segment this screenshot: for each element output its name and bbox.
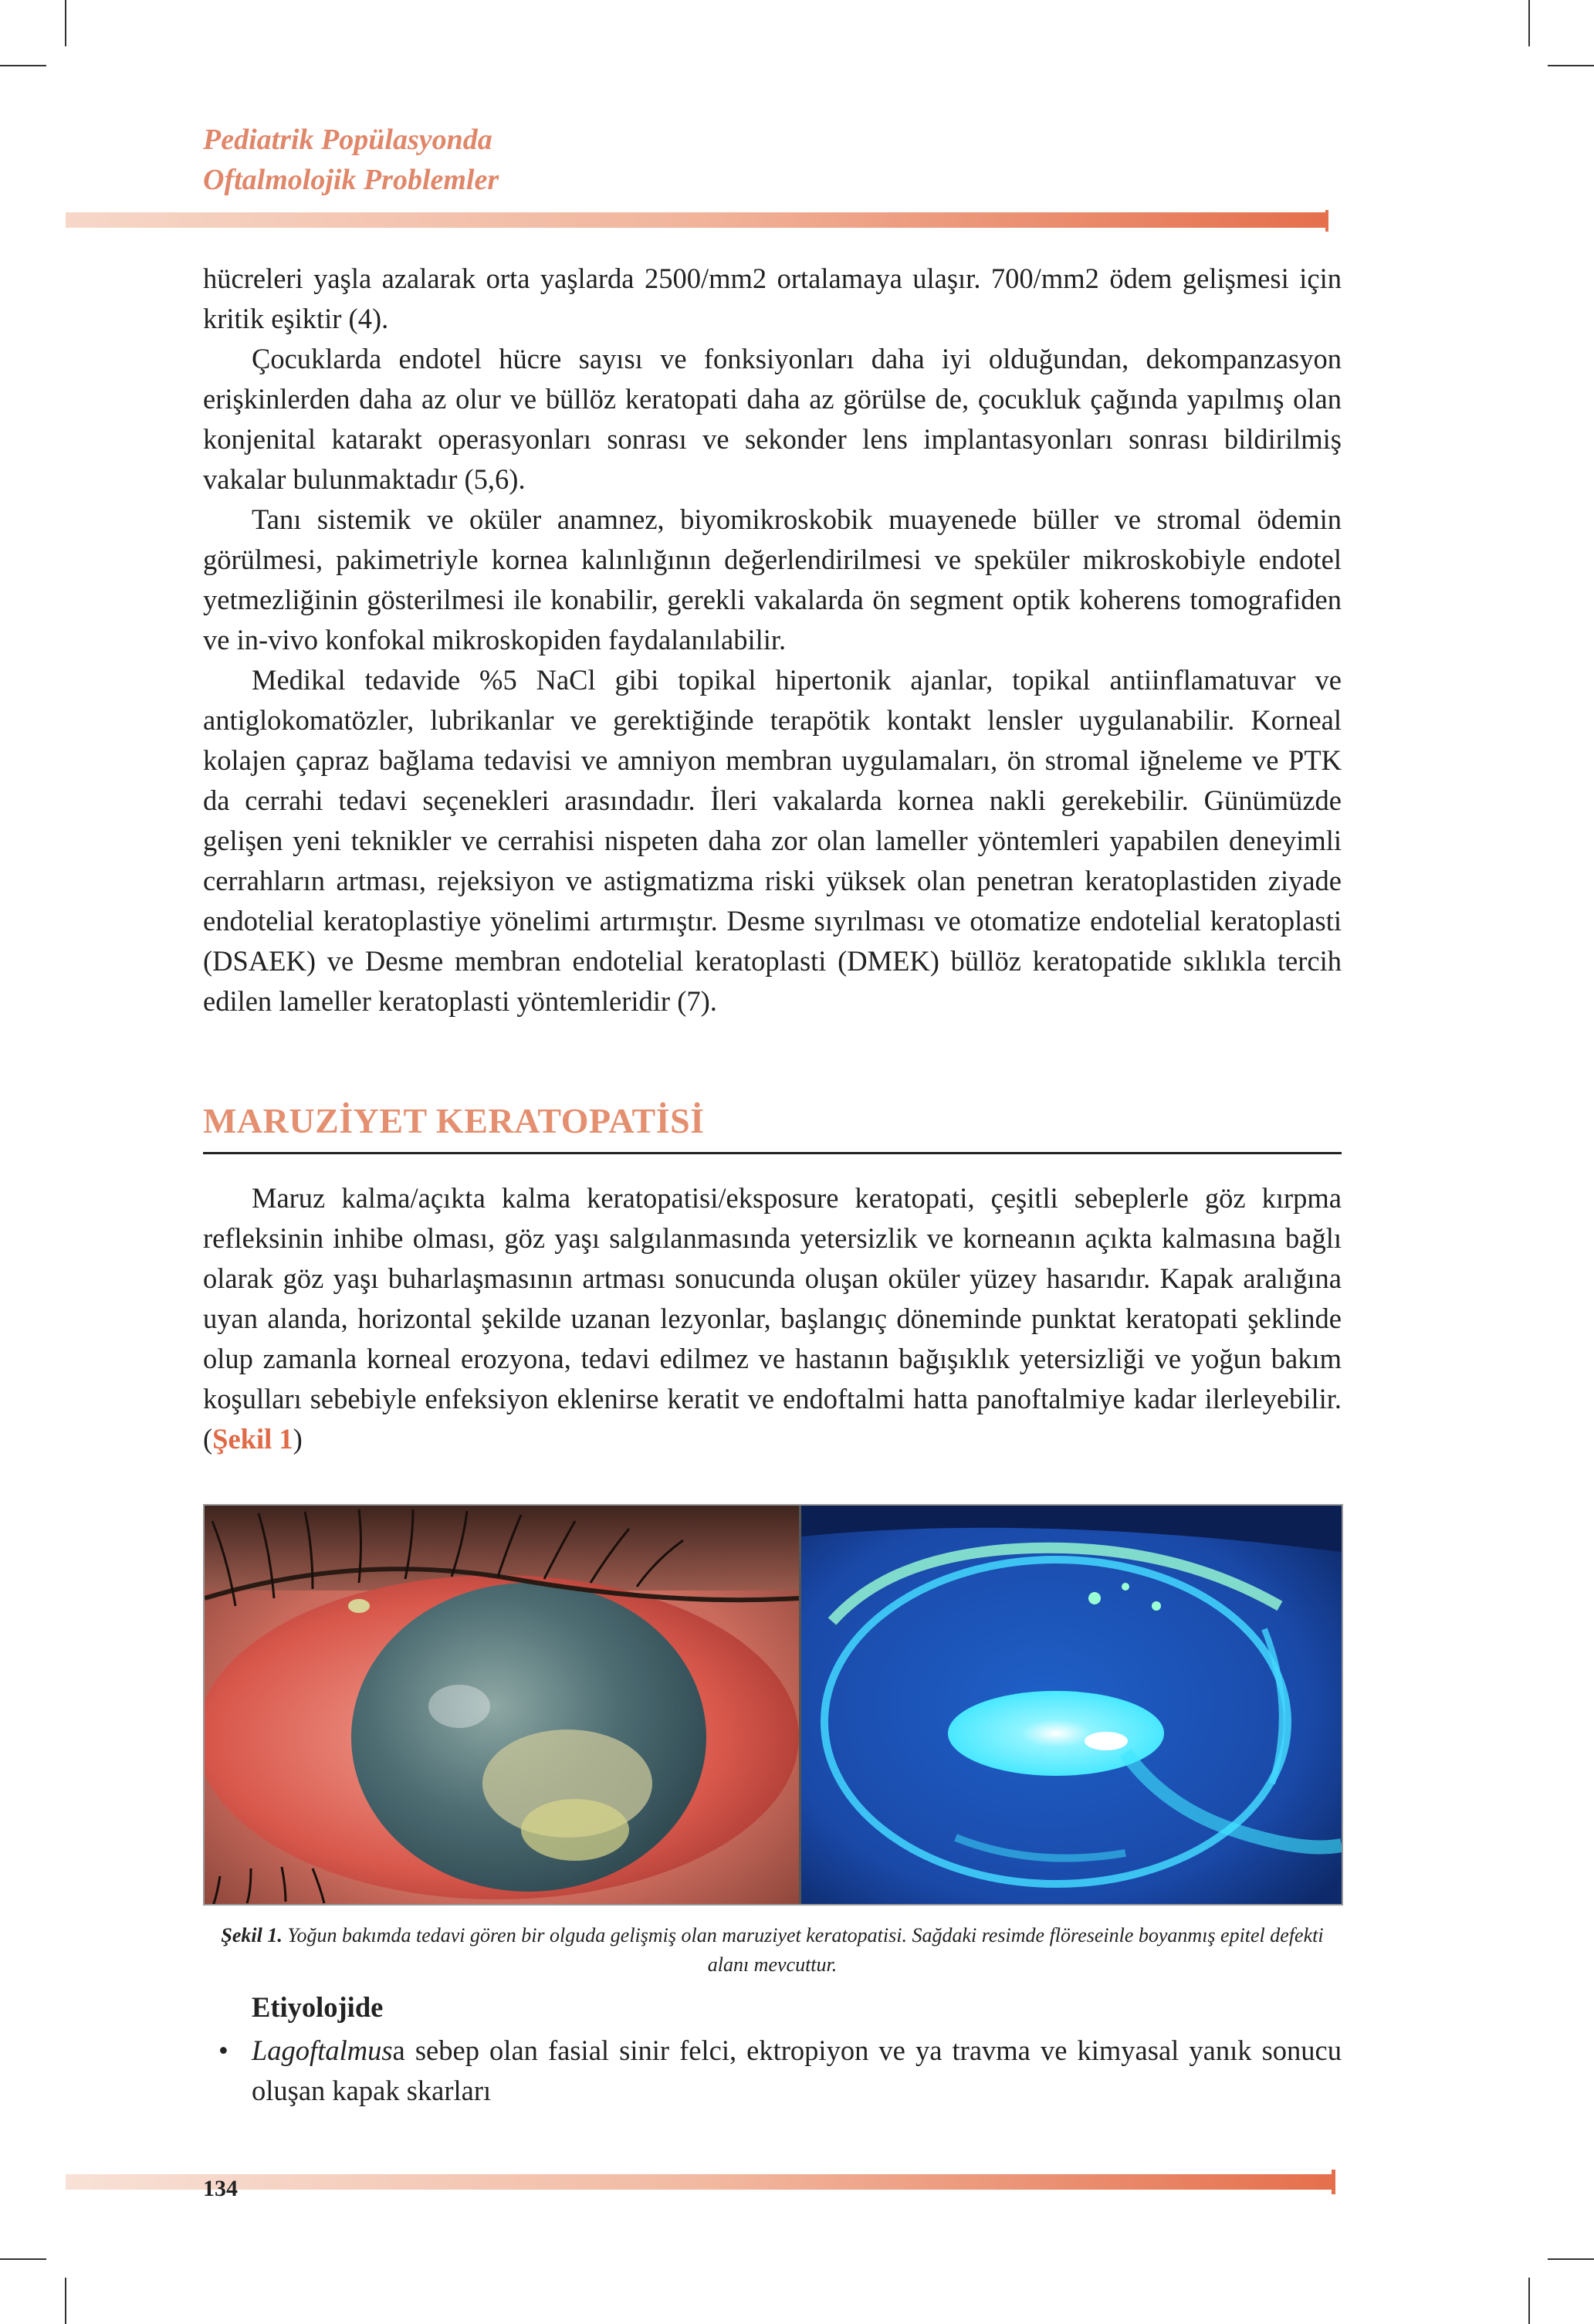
running-head-line1: Pediatrik Popülasyonda	[203, 124, 492, 156]
crop-mark	[0, 65, 46, 66]
footer-rule	[66, 2168, 1335, 2194]
crop-mark	[1528, 0, 1530, 46]
figure-caption	[203, 1921, 1342, 1980]
section-paragraph-text: Maruz kalma/açıkta kalma keratopatisi/eksposure keratopati, çeşitli sebeplerle göz kırpma refleksinin inhibe olması, göz yaşı salgılanmasında yetersizlik ve korneanın açıkta kalmasına bağlı olarak göz yaşı buharlaşmasının artması sonucunda oluşan oküler yüzey hasarıdır. Kapak aralığına uyan alanda, horizontal şekilde uzanan lezyonlar, başlangıç döneminde punktat keratopati şeklinde olup zamanla korneal erozyona, tedavi edilmez ve hastanın bağışıklık yetersizliği ve yoğun bakım koşulları sebebiyle enfeksiyon eklenirse keratit ve endoftalmi hatta panoftalmiye kadar ilerleyebilir. (	[203, 1182, 1342, 1455]
section-rule	[203, 1152, 1342, 1154]
running-head-line2: Oftalmolojik Problemler	[203, 164, 499, 196]
crop-mark	[65, 2278, 66, 2324]
section-paragraph-end: )	[293, 1423, 303, 1455]
subheading-etiology: Etiyolojide	[252, 1991, 384, 2023]
running-head	[203, 120, 499, 200]
list-item-text: a sebep olan fasial sinir felci, ektropiyon ve ya travma ve kimyasal yanık sonucu oluşan kapak skarları	[252, 2034, 1342, 2106]
crop-mark	[1528, 2278, 1530, 2324]
figure-photo-eye	[205, 1506, 799, 1904]
crop-mark	[1548, 2258, 1594, 2260]
header-rule-fill	[66, 212, 1325, 228]
figure-photo-fluorescein	[799, 1506, 1342, 1904]
page-number: 134	[203, 2176, 238, 2201]
list-item-italic: Lagoftalmus	[252, 2034, 393, 2066]
section-text	[203, 1178, 1342, 1459]
crop-mark	[1548, 65, 1594, 66]
eye-photo-illustration	[205, 1506, 799, 1904]
crop-mark	[0, 2258, 46, 2260]
body-text	[203, 259, 1342, 1021]
caption-text: Yoğun bakımda tedavi gören bir olguda gelişmiş olan maruziyet keratopatisi. Sağdaki resimde flöreseinle boyanmış epitel defekti alanı mevcuttur.	[282, 1924, 1324, 1976]
header-rule-edge	[1325, 210, 1328, 232]
paragraph: Çocuklarda endotel hücre sayısı ve fonksiyonları daha iyi olduğundan, dekompanzasyon erişkinlerden daha az olur ve büllöz keratopati daha az görülse de, çocukluk çağında yapılmış olan konjenital katarakt operasyonları sonrası ve sekonder lens implantasyonları sonrası bildirilmiş vakalar bulunmaktadır (5,6).	[203, 343, 1342, 495]
paragraph: hücreleri yaşla azalarak orta yaşlarda 2500/mm2 ortalamaya ulaşır. 700/mm2 ödem gelişmesi için kritik eşiktir (4).	[203, 263, 1342, 334]
paragraph: Tanı sistemik ve oküler anamnez, biyomikroskobik muayenede büller ve stromal ödemin görülmesi, pakimetriyle kornea kalınlığının değerlendirilmesi ve speküler mikroskobiyle endotel yetmezliğinin gösterilmesi ile konabilir, gerekli vakalarda ön segment optik koherens tomografiden ve in-vivo konfokal mikroskopiden faydalanılabilir.	[203, 503, 1342, 656]
etiology-list	[203, 2031, 1342, 2111]
section-title: MARUZİYET KERATOPATİSİ	[203, 1101, 705, 1140]
fluorescein-photo-illustration	[801, 1506, 1342, 1904]
figure-reference-link[interactable]: Şekil 1	[212, 1423, 293, 1455]
paragraph: Medikal tedavide %5 NaCl gibi topikal hipertonik ajanlar, topikal antiinflamatuvar ve antiglokomatözler, lubrikanlar ve gerektiğinde terapötik kontakt lensler uygulanabilir. Korneal kolajen çapraz bağlama tedavisi ve amniyon membran uygulamaları, ön stromal iğneleme ve PTK da cerrahi tedavi seçenekleri arasındadır. İleri vakalarda kornea nakli gerekebilir. Günümüzde gelişen yeni teknikler ve cerrahisi nispeten daha zor olan lameller yöntemleri yapabilen deneyimli cerrahların artması, rejeksiyon ve astigmatizma riski yüksek olan penetran keratoplastiden ziyade endotelial keratoplastiye yönelimi artırmıştır. Desme sıyrılması ve otomatize endotelial keratoplasti (DSAEK) ve Desme membran endotelial keratoplasti (DMEK) büllöz keratopatide sıklıkla tercih edilen lameller keratoplasti yöntemleridir (7).	[203, 664, 1342, 1017]
figure-1	[203, 1504, 1343, 1906]
header-rule	[66, 210, 1325, 233]
footer-rule-edge	[1332, 2170, 1335, 2194]
crop-mark	[65, 0, 66, 46]
list-item	[203, 2031, 1342, 2111]
section-paragraph	[203, 1178, 1342, 1459]
footer-rule-fill	[66, 2174, 1335, 2190]
caption-label: Şekil 1.	[221, 1924, 283, 1946]
bullet-icon: •	[218, 2034, 228, 2066]
